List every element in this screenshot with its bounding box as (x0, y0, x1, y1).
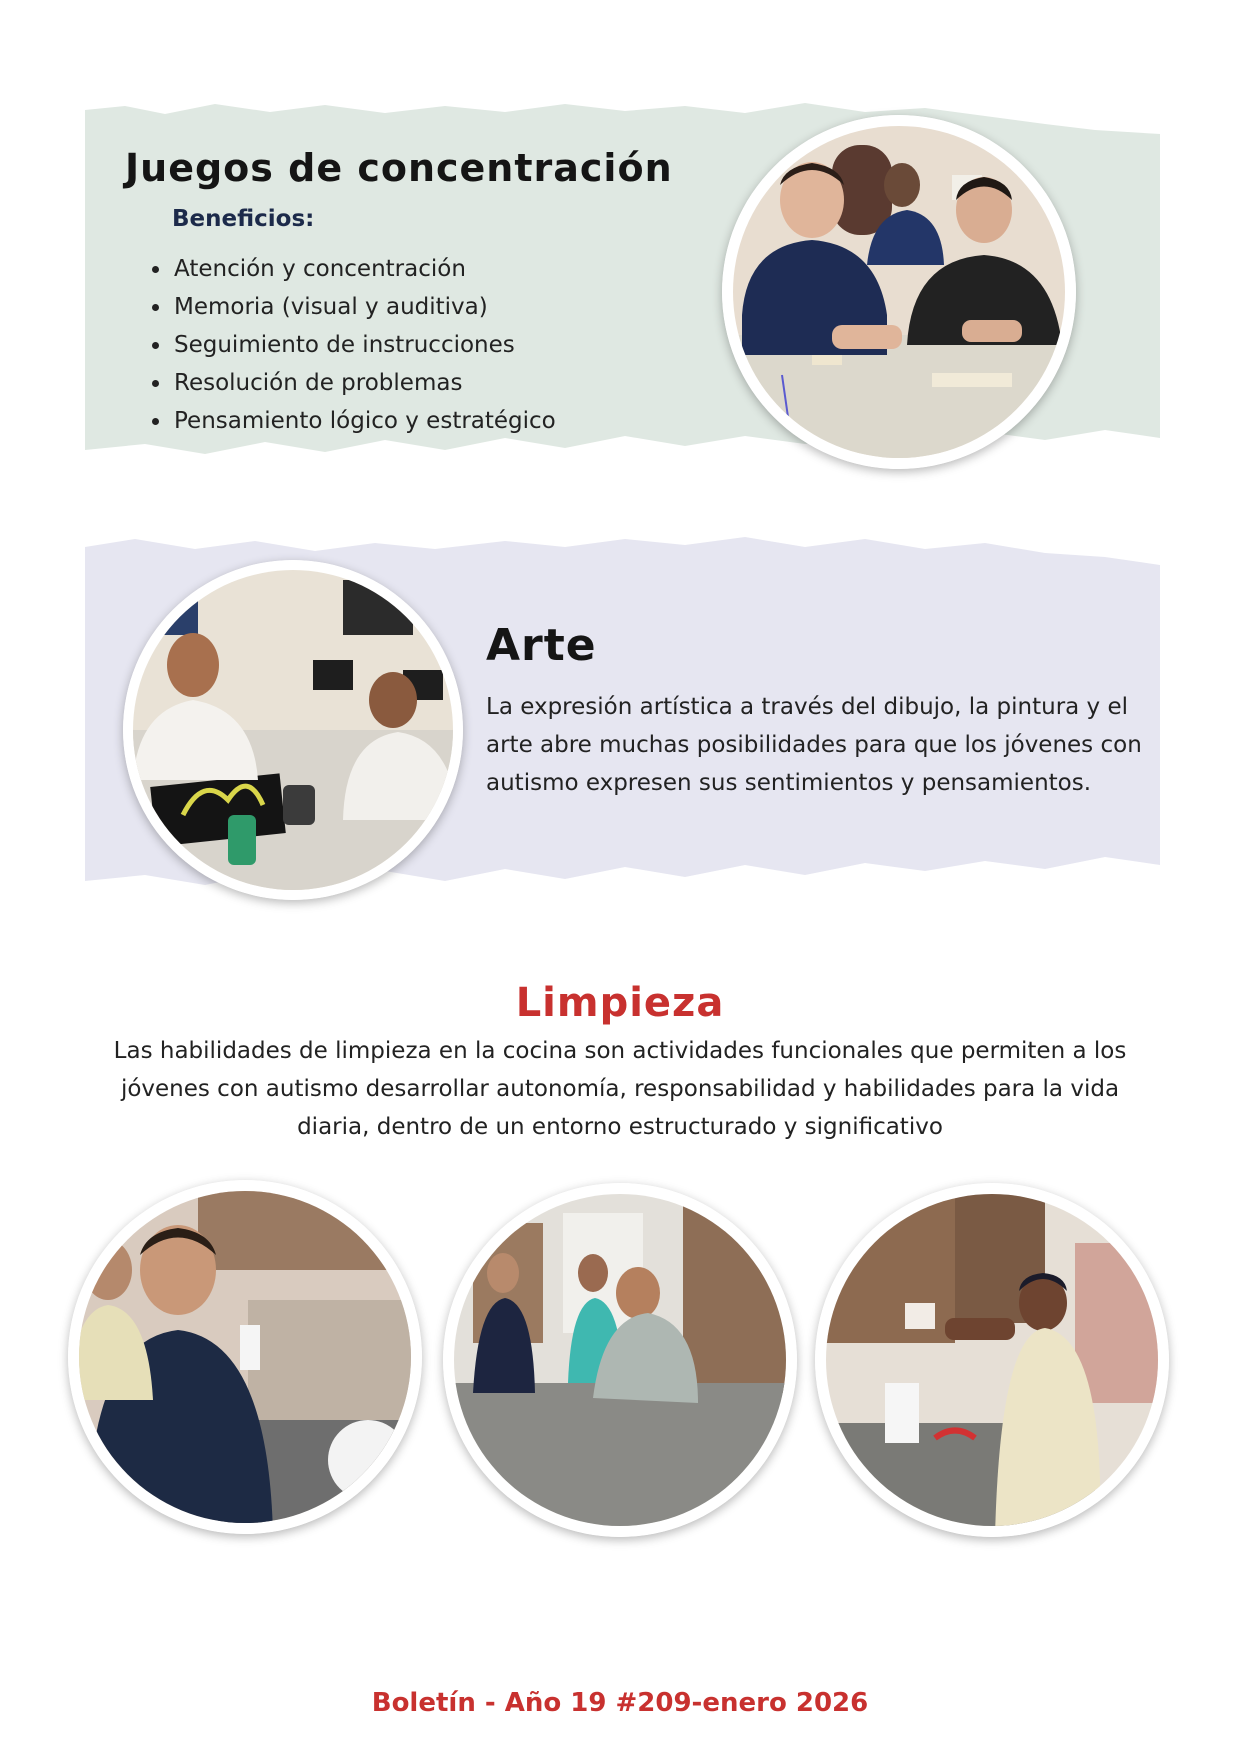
benefit-item: • Seguimiento de instrucciones (172, 326, 556, 364)
arte-title: Arte (486, 620, 597, 671)
arte-description: La expresión artística a través del dibujo, la pintura y el arte abre muchas posibilidades para que los jóvenes con autismo expresen sus sentimientos y pensamientos. (486, 694, 1142, 796)
photo-kitchen-cabinet (815, 1183, 1169, 1537)
benefit-item: • Memoria (visual y auditiva) (172, 288, 556, 326)
photo-art-painting (123, 560, 463, 900)
photo-wiping-counter (443, 1183, 797, 1537)
benefit-item: • Pensamiento lógico y estratégico (172, 402, 556, 440)
limpieza-title: Limpieza (515, 980, 725, 1026)
benefit-item: • Resolución de problemas (172, 364, 556, 402)
juegos-title: Juegos de concentración (125, 146, 673, 190)
photo-washing-dishes (68, 1180, 422, 1534)
benefits-list (148, 250, 556, 440)
benefit-item: • Atención y concentración (172, 250, 556, 288)
footer-text: Boletín - Año 19 #209-enero 2026 (371, 1688, 869, 1718)
beneficios-subtitle: Beneficios: (172, 206, 315, 232)
photo-domino-game (722, 115, 1076, 469)
limpieza-description: Las habilidades de limpieza en la cocina son actividades funcionales que permiten a los jóvenes con autismo desarrollar autonomía, responsabilidad y habilidades para la vida diaria, dentro de un entorno estructurado y significativo (113, 1038, 1127, 1140)
